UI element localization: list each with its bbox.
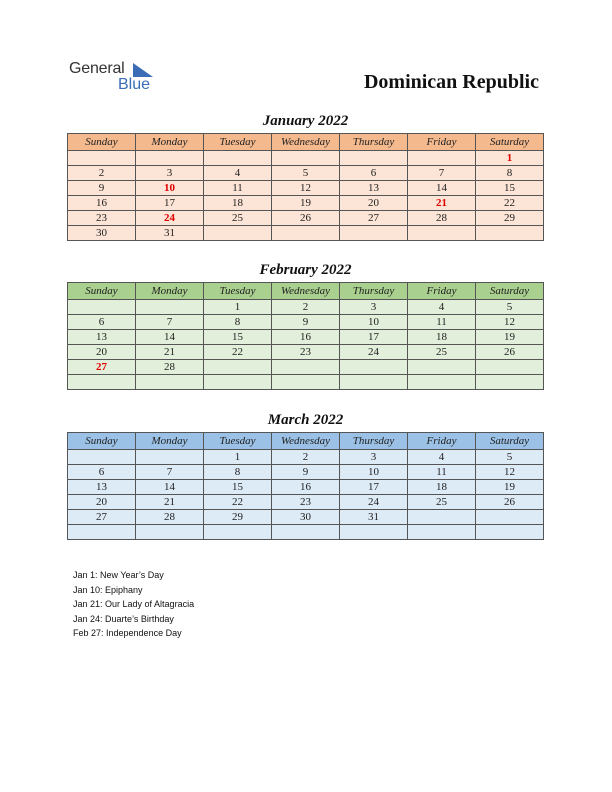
empty-day-cell	[136, 525, 204, 540]
holiday-list	[73, 568, 194, 641]
empty-day-cell	[204, 226, 272, 241]
day-cell: 19	[476, 330, 544, 345]
day-cell: 26	[272, 211, 340, 226]
day-cell: 8	[204, 465, 272, 480]
day-cell: 30	[68, 226, 136, 241]
day-cell: 28	[136, 510, 204, 525]
day-cell: 26	[476, 345, 544, 360]
calendar-mar	[67, 432, 544, 540]
empty-day-cell	[476, 360, 544, 375]
empty-day-cell	[204, 360, 272, 375]
logo-triangle-icon	[133, 63, 153, 77]
empty-day-cell	[340, 525, 408, 540]
day-cell: 24	[340, 495, 408, 510]
day-cell: 5	[476, 300, 544, 315]
week-row	[68, 196, 544, 211]
day-cell: 18	[408, 330, 476, 345]
week-row	[68, 360, 544, 375]
day-cell: 16	[272, 480, 340, 495]
week-row	[68, 151, 544, 166]
day-cell: 15	[476, 181, 544, 196]
empty-day-cell	[340, 360, 408, 375]
weekday-header-row	[68, 433, 544, 450]
holiday-day-cell: 10	[136, 181, 204, 196]
day-cell: 13	[340, 181, 408, 196]
country-title: Dominican Republic	[363, 71, 539, 93]
day-cell: 7	[408, 166, 476, 181]
day-cell: 31	[136, 226, 204, 241]
week-row	[68, 315, 544, 330]
week-row	[68, 450, 544, 465]
week-row	[68, 510, 544, 525]
day-cell: 14	[136, 480, 204, 495]
day-cell: 17	[136, 196, 204, 211]
day-cell: 8	[476, 166, 544, 181]
day-cell: 4	[408, 450, 476, 465]
weekday-header-row	[68, 283, 544, 300]
day-cell: 5	[272, 166, 340, 181]
day-cell: 27	[68, 510, 136, 525]
weekday-monday: Monday	[136, 283, 204, 300]
week-row	[68, 300, 544, 315]
logo-text-blue: Blue	[118, 76, 151, 93]
week-row	[68, 465, 544, 480]
day-cell: 27	[340, 211, 408, 226]
weekday-friday: Friday	[408, 134, 476, 151]
day-cell: 15	[204, 330, 272, 345]
empty-day-cell	[272, 525, 340, 540]
day-cell: 9	[68, 181, 136, 196]
logo-text-general: General	[69, 60, 125, 77]
day-cell: 30	[272, 510, 340, 525]
empty-day-cell	[204, 375, 272, 390]
weekday-header-row	[68, 134, 544, 151]
weekday-thursday: Thursday	[340, 283, 408, 300]
holiday-item: Jan 21: Our Lady of Altagracia	[73, 599, 195, 609]
day-cell: 22	[204, 345, 272, 360]
week-row	[68, 330, 544, 345]
day-cell: 7	[136, 315, 204, 330]
week-row	[68, 345, 544, 360]
day-cell: 23	[68, 211, 136, 226]
empty-day-cell	[408, 525, 476, 540]
day-cell: 11	[408, 315, 476, 330]
empty-day-cell	[136, 375, 204, 390]
week-row	[68, 525, 544, 540]
holiday-item: Feb 27: Independence Day	[73, 628, 182, 638]
day-cell: 6	[340, 166, 408, 181]
holiday-item: Jan 1: New Year’s Day	[73, 570, 164, 580]
empty-day-cell	[408, 151, 476, 166]
week-row	[68, 181, 544, 196]
empty-day-cell	[476, 510, 544, 525]
empty-day-cell	[476, 375, 544, 390]
empty-day-cell	[408, 375, 476, 390]
empty-day-cell	[204, 525, 272, 540]
weekday-saturday: Saturday	[476, 433, 544, 450]
empty-day-cell	[272, 226, 340, 241]
empty-day-cell	[272, 151, 340, 166]
weekday-wednesday: Wednesday	[272, 433, 340, 450]
day-cell: 4	[408, 300, 476, 315]
week-row	[68, 226, 544, 241]
empty-day-cell	[136, 151, 204, 166]
weekday-sunday: Sunday	[68, 433, 136, 450]
week-row	[68, 166, 544, 181]
day-cell: 12	[272, 181, 340, 196]
day-cell: 31	[340, 510, 408, 525]
weekday-friday: Friday	[408, 283, 476, 300]
day-cell: 3	[340, 300, 408, 315]
day-cell: 18	[408, 480, 476, 495]
day-cell: 21	[136, 345, 204, 360]
day-cell: 28	[408, 211, 476, 226]
month-title-mar: March 2022	[267, 412, 344, 428]
day-cell: 29	[204, 510, 272, 525]
day-cell: 2	[272, 450, 340, 465]
day-cell: 19	[476, 480, 544, 495]
day-cell: 12	[476, 315, 544, 330]
weekday-tuesday: Tuesday	[204, 134, 272, 151]
empty-day-cell	[408, 510, 476, 525]
month-title-feb: February 2022	[259, 262, 352, 278]
empty-day-cell	[476, 226, 544, 241]
weekday-friday: Friday	[408, 433, 476, 450]
month-title-jan: January 2022	[262, 113, 349, 129]
day-cell: 25	[408, 495, 476, 510]
empty-day-cell	[68, 151, 136, 166]
empty-day-cell	[68, 450, 136, 465]
day-cell: 9	[272, 465, 340, 480]
empty-day-cell	[340, 375, 408, 390]
day-cell: 13	[68, 480, 136, 495]
holiday-item: Jan 10: Epiphany	[73, 584, 143, 595]
day-cell: 2	[272, 300, 340, 315]
day-cell: 20	[68, 345, 136, 360]
day-cell: 12	[476, 465, 544, 480]
weekday-saturday: Saturday	[476, 283, 544, 300]
weekday-saturday: Saturday	[476, 134, 544, 151]
day-cell: 17	[340, 480, 408, 495]
day-cell: 28	[136, 360, 204, 375]
empty-day-cell	[408, 226, 476, 241]
empty-day-cell	[136, 450, 204, 465]
empty-day-cell	[340, 226, 408, 241]
day-cell: 25	[408, 345, 476, 360]
weekday-sunday: Sunday	[68, 134, 136, 151]
day-cell: 19	[272, 196, 340, 211]
week-row	[68, 211, 544, 226]
weekday-monday: Monday	[136, 134, 204, 151]
day-cell: 21	[136, 495, 204, 510]
calendar-jan	[67, 133, 544, 241]
day-cell: 16	[68, 196, 136, 211]
weekday-wednesday: Wednesday	[272, 134, 340, 151]
weekday-thursday: Thursday	[340, 433, 408, 450]
holiday-day-cell: 27	[68, 360, 136, 375]
day-cell: 24	[340, 345, 408, 360]
weekday-wednesday: Wednesday	[272, 283, 340, 300]
empty-day-cell	[204, 151, 272, 166]
day-cell: 23	[272, 345, 340, 360]
day-cell: 6	[68, 465, 136, 480]
day-cell: 29	[476, 211, 544, 226]
empty-day-cell	[68, 525, 136, 540]
weekday-monday: Monday	[136, 433, 204, 450]
empty-day-cell	[408, 360, 476, 375]
day-cell: 6	[68, 315, 136, 330]
empty-day-cell	[272, 375, 340, 390]
day-cell: 22	[204, 495, 272, 510]
holiday-day-cell: 24	[136, 211, 204, 226]
holiday-item: Jan 24: Duarte’s Birthday	[73, 613, 174, 624]
day-cell: 9	[272, 315, 340, 330]
day-cell: 13	[68, 330, 136, 345]
week-row	[68, 480, 544, 495]
holiday-day-cell: 21	[408, 196, 476, 211]
day-cell: 1	[204, 450, 272, 465]
day-cell: 23	[272, 495, 340, 510]
day-cell: 3	[340, 450, 408, 465]
day-cell: 7	[136, 465, 204, 480]
day-cell: 10	[340, 315, 408, 330]
day-cell: 11	[408, 465, 476, 480]
week-row	[68, 495, 544, 510]
day-cell: 17	[340, 330, 408, 345]
day-cell: 22	[476, 196, 544, 211]
day-cell: 20	[68, 495, 136, 510]
empty-day-cell	[476, 525, 544, 540]
day-cell: 20	[340, 196, 408, 211]
day-cell: 2	[68, 166, 136, 181]
day-cell: 16	[272, 330, 340, 345]
logo	[69, 60, 179, 96]
empty-day-cell	[68, 300, 136, 315]
week-row	[68, 375, 544, 390]
day-cell: 18	[204, 196, 272, 211]
day-cell: 10	[340, 465, 408, 480]
day-cell: 1	[204, 300, 272, 315]
day-cell: 11	[204, 181, 272, 196]
day-cell: 25	[204, 211, 272, 226]
weekday-sunday: Sunday	[68, 283, 136, 300]
holiday-day-cell: 1	[476, 151, 544, 166]
day-cell: 4	[204, 166, 272, 181]
day-cell: 5	[476, 450, 544, 465]
empty-day-cell	[272, 360, 340, 375]
empty-day-cell	[340, 151, 408, 166]
day-cell: 8	[204, 315, 272, 330]
weekday-tuesday: Tuesday	[204, 283, 272, 300]
weekday-tuesday: Tuesday	[204, 433, 272, 450]
empty-day-cell	[68, 375, 136, 390]
empty-day-cell	[136, 300, 204, 315]
calendar-feb	[67, 282, 544, 390]
day-cell: 26	[476, 495, 544, 510]
day-cell: 15	[204, 480, 272, 495]
day-cell: 14	[408, 181, 476, 196]
day-cell: 3	[136, 166, 204, 181]
day-cell: 14	[136, 330, 204, 345]
weekday-thursday: Thursday	[340, 134, 408, 151]
